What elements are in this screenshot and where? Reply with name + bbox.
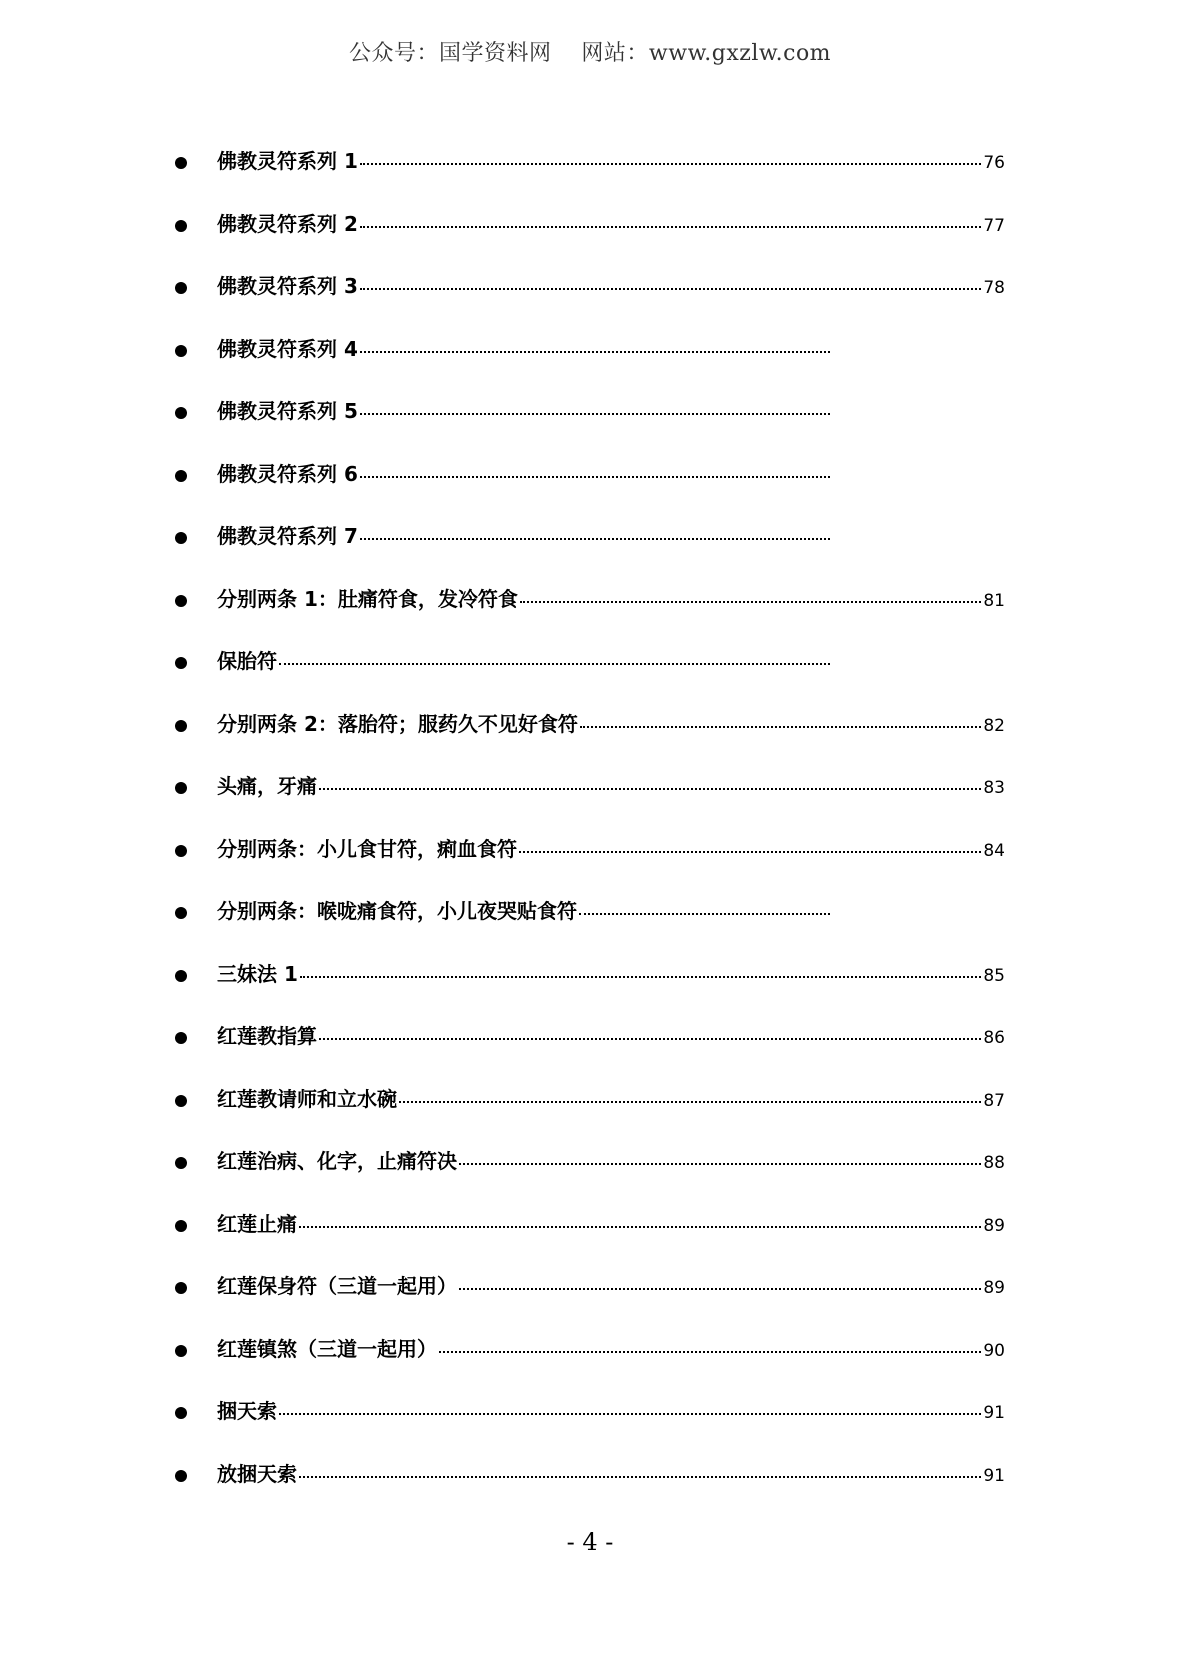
bullet-icon: [175, 845, 187, 857]
toc-entry[interactable]: [175, 1086, 1005, 1149]
toc-entry-title: 佛教灵符系列 2: [217, 211, 358, 236]
page-number-footer: - 4 -: [566, 1528, 614, 1556]
toc-entry-line: [217, 1148, 1005, 1176]
toc-entry[interactable]: [175, 1273, 1005, 1336]
toc-entry[interactable]: [175, 711, 1005, 774]
toc-entry-page-number: 88: [983, 1153, 1005, 1173]
toc-entry-title: 佛教灵符系列 1: [217, 149, 358, 173]
bullet-icon: [175, 970, 187, 982]
toc-entry-line: [217, 398, 832, 424]
toc-entry[interactable]: [175, 586, 1005, 649]
toc-entry-line: [217, 148, 1005, 176]
dot-leader: [360, 286, 981, 290]
dot-leader: [279, 1411, 981, 1415]
dot-leader: [299, 1224, 981, 1228]
bullet-icon: [175, 407, 187, 419]
toc-entry[interactable]: [175, 148, 1005, 211]
toc-entry-page-number: 85: [983, 965, 1005, 986]
dot-leader: [520, 599, 981, 603]
bullet-icon: [175, 1220, 187, 1232]
toc-entry[interactable]: [175, 1211, 1005, 1274]
dot-leader: [360, 536, 830, 540]
toc-entry[interactable]: [175, 1148, 1005, 1211]
toc-entry-title: 分别两条：小儿食甘符，痢血食符: [217, 836, 517, 861]
bullet-icon: [175, 907, 187, 919]
toc-entry-title: 佛教灵符系列 4: [217, 336, 358, 361]
toc-entry-title: 分别两条：喉咙痛食符，小儿夜哭贴食符: [217, 899, 577, 923]
toc-entry-line: [217, 898, 832, 924]
toc-entry-title: 三妹法 1: [217, 961, 298, 986]
bullet-icon: [175, 157, 187, 169]
toc-entry-page-number: 81: [983, 590, 1005, 611]
toc-entry[interactable]: [175, 523, 1005, 586]
toc-entry-page-number: 76: [983, 153, 1005, 173]
toc-entry-page-number: 86: [983, 1028, 1005, 1048]
bullet-icon: [175, 470, 187, 482]
toc-entry-page-number: 84: [983, 840, 1005, 861]
toc-entry[interactable]: [175, 898, 1005, 961]
toc-entry-title: 分别两条 2：落胎符；服药久不见好食符: [217, 711, 578, 736]
dot-leader: [399, 1099, 981, 1103]
toc-entry-line: [217, 836, 1005, 864]
dot-leader: [319, 786, 981, 790]
toc-entry-line: [217, 961, 1005, 989]
dot-leader: [580, 724, 981, 728]
page-header: 公众号：国学资料网 网站：www.gxzlw.com: [348, 41, 832, 66]
toc-entry-page-number: 82: [983, 715, 1005, 736]
toc-entry[interactable]: [175, 1023, 1005, 1086]
toc-entry[interactable]: [175, 773, 1005, 836]
dot-leader: [360, 224, 981, 228]
toc-entry-line: [217, 1273, 1005, 1301]
toc-entry-line: [217, 211, 1005, 239]
bullet-icon: [175, 282, 187, 294]
toc-entry-page-number: 78: [983, 278, 1005, 298]
toc-entry-line: [217, 523, 832, 549]
bullet-icon: [175, 1470, 187, 1482]
toc-entry[interactable]: [175, 398, 1005, 461]
bullet-icon: [175, 1345, 187, 1357]
toc-entry-title: 分别两条 1：肚痛符食，发冷符食: [217, 586, 518, 611]
bullet-icon: [175, 782, 187, 794]
toc-entry-title: 红莲治病、化字，止痛符决: [217, 1149, 457, 1173]
toc-entry-title: 佛教灵符系列 6: [217, 461, 358, 486]
toc-entry-page-number: 91: [983, 1403, 1005, 1423]
toc-entry-page-number: 83: [983, 778, 1005, 798]
dot-leader: [459, 1286, 981, 1290]
toc-entry[interactable]: [175, 1336, 1005, 1399]
toc-entry-title: 保胎符: [217, 649, 277, 673]
toc-entry-page-number: 87: [983, 1090, 1005, 1111]
toc-entry[interactable]: [175, 461, 1005, 524]
toc-entry-line: [217, 586, 1005, 614]
bullet-icon: [175, 1157, 187, 1169]
toc-entry-line: [217, 773, 1005, 801]
toc-entry-page-number: 91: [983, 1465, 1005, 1486]
toc-entry[interactable]: [175, 336, 1005, 399]
dot-leader: [579, 911, 830, 915]
dot-leader: [360, 161, 981, 165]
bullet-icon: [175, 1407, 187, 1419]
bullet-icon: [175, 532, 187, 544]
bullet-icon: [175, 1032, 187, 1044]
dot-leader: [300, 974, 981, 978]
toc-entry-page-number: 89: [983, 1278, 1005, 1298]
toc-entry-page-number: 89: [983, 1215, 1005, 1236]
toc-entry-title: 红莲保身符（三道一起用）: [217, 1274, 457, 1298]
dot-leader: [439, 1349, 981, 1353]
toc-entry-title: 放捆天索: [217, 1461, 297, 1486]
toc-entry-title: 佛教灵符系列 7: [217, 524, 358, 548]
toc-entry-line: [217, 273, 1005, 301]
toc-entry-page-number: 90: [983, 1340, 1005, 1361]
bullet-icon: [175, 657, 187, 669]
bullet-icon: [175, 1095, 187, 1107]
toc-entry-line: [217, 1086, 1005, 1114]
dot-leader: [319, 1036, 981, 1040]
bullet-icon: [175, 1282, 187, 1294]
table-of-contents: [175, 148, 1005, 1523]
toc-entry-line: [217, 1398, 1005, 1426]
bullet-icon: [175, 720, 187, 732]
toc-entry-line: [217, 336, 832, 362]
toc-entry-line: [217, 1023, 1005, 1051]
toc-entry[interactable]: [175, 648, 1005, 711]
dot-leader: [360, 474, 830, 478]
toc-entry-page-number: 77: [983, 215, 1005, 236]
toc-entry-title: 头痛，牙痛: [217, 774, 317, 798]
toc-entry[interactable]: [175, 836, 1005, 899]
dot-leader: [459, 1161, 981, 1165]
toc-entry-line: [217, 1336, 1005, 1364]
dot-leader: [299, 1474, 981, 1478]
toc-entry-line: [217, 461, 832, 487]
bullet-icon: [175, 595, 187, 607]
toc-entry[interactable]: [175, 1461, 1005, 1524]
bullet-icon: [175, 345, 187, 357]
dot-leader: [360, 411, 830, 415]
toc-entry-line: [217, 1461, 1005, 1489]
toc-entry-line: [217, 1211, 1005, 1239]
toc-entry-title: 佛教灵符系列 3: [217, 274, 358, 298]
toc-entry-title: 红莲教请师和立水碗: [217, 1086, 397, 1111]
toc-entry-title: 红莲止痛: [217, 1211, 297, 1236]
toc-entry-line: [217, 648, 832, 674]
toc-entry[interactable]: [175, 273, 1005, 336]
dot-leader: [360, 349, 830, 353]
toc-entry[interactable]: [175, 961, 1005, 1024]
dot-leader: [519, 849, 981, 853]
toc-entry[interactable]: [175, 1398, 1005, 1461]
toc-entry-title: 佛教灵符系列 5: [217, 399, 358, 423]
toc-entry-title: 红莲镇煞（三道一起用）: [217, 1336, 437, 1361]
dot-leader: [279, 661, 830, 665]
bullet-icon: [175, 220, 187, 232]
toc-entry-title: 捆天索: [217, 1399, 277, 1423]
toc-entry[interactable]: [175, 211, 1005, 274]
toc-entry-title: 红莲教指算: [217, 1024, 317, 1048]
toc-entry-line: [217, 711, 1005, 739]
